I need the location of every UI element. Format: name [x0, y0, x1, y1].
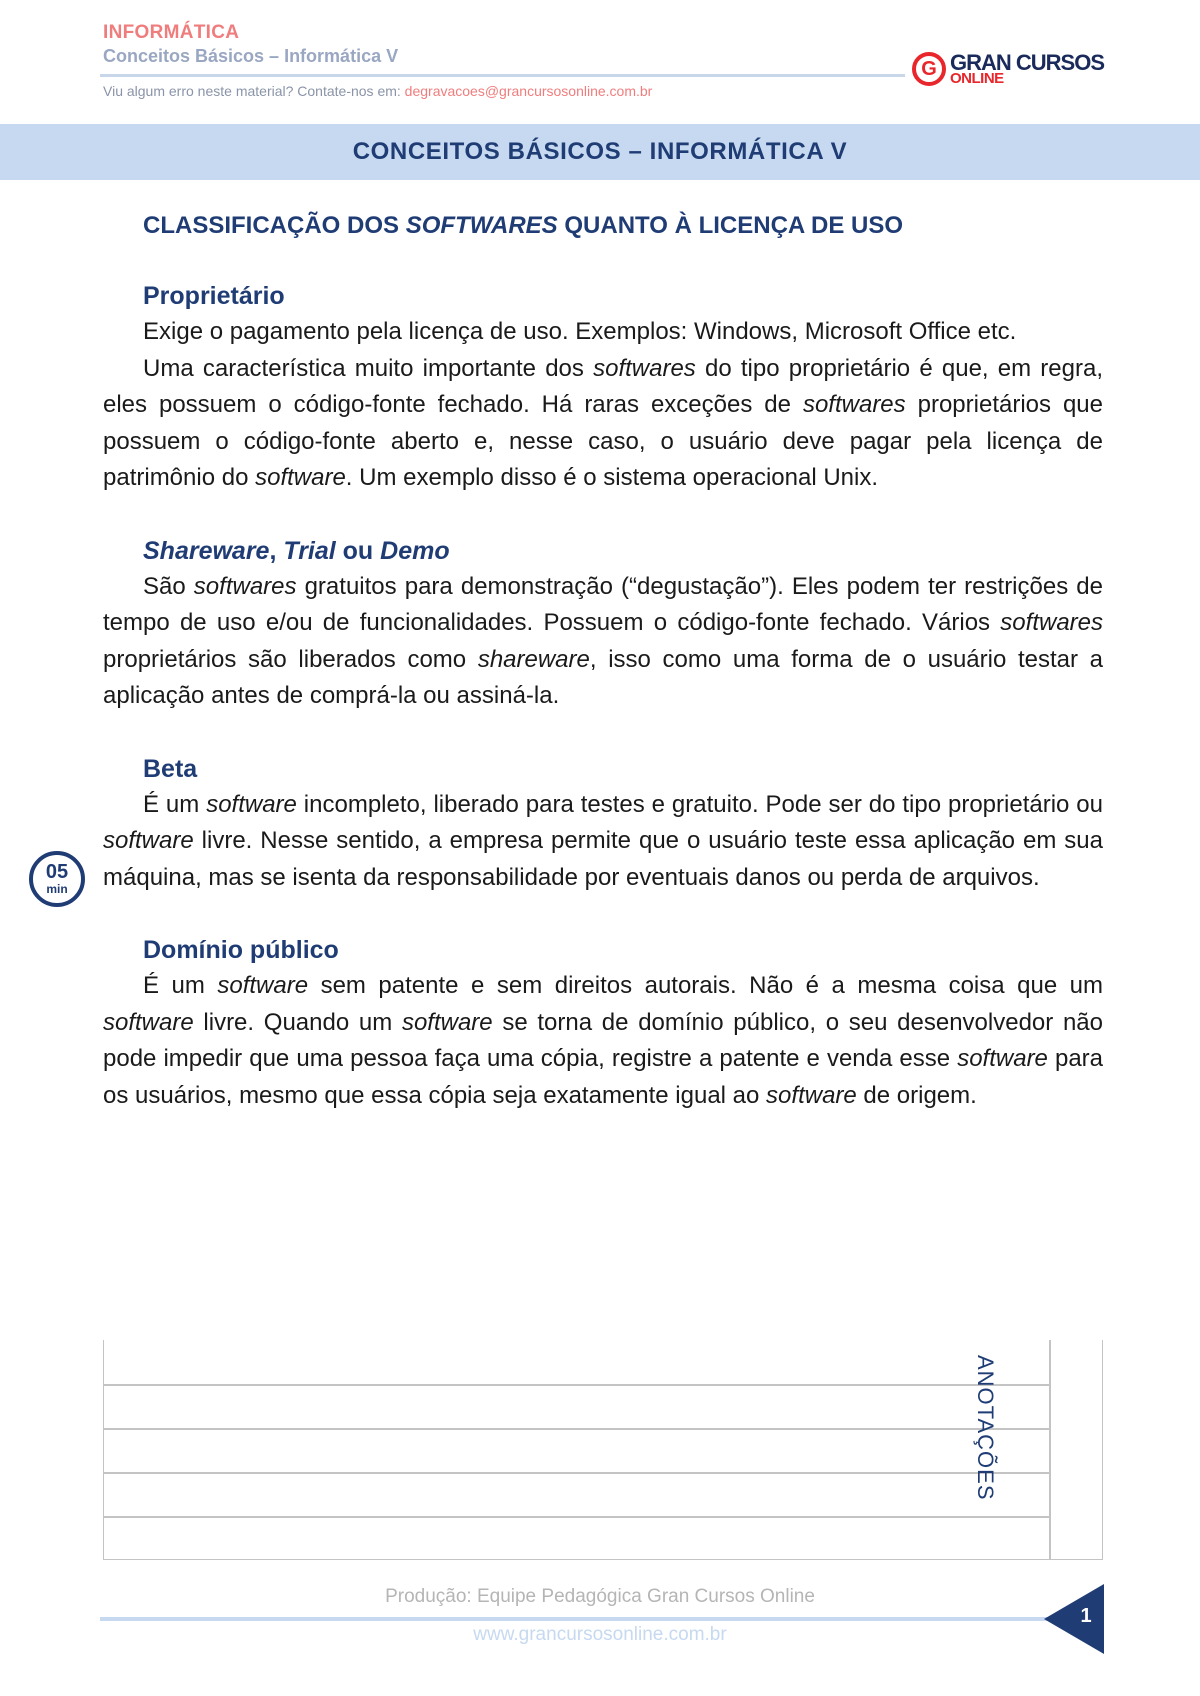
footer-url-link[interactable]: www.grancursosonline.com.br — [473, 1624, 727, 1645]
contact-text: Viu algum erro neste material? Contate-nos em: — [103, 83, 405, 99]
heading-dominio-publico: Domínio público — [143, 936, 339, 964]
notes-label: ANOTAÇÕES — [973, 1355, 998, 1501]
notes-separator — [1049, 1340, 1051, 1560]
heading-shareware: Shareware, Trial ou Demo — [143, 536, 450, 565]
paragraph-beta: É um software incompleto, liberado para testes e gratuito. Pode ser do tipo proprietário ou software livre. Nesse sentido, a empresa permite que o usuário teste essa aplicação em sua máquina, mas se isenta da responsabilidade por eventuais danos ou perda de arquivos. — [103, 790, 1103, 891]
logo-text-bottom: ONLINE — [950, 70, 1004, 87]
notes-line — [104, 1428, 1049, 1430]
footer-divider — [100, 1617, 1060, 1621]
notes-line — [104, 1472, 1049, 1474]
badge-unit: min — [46, 882, 68, 896]
notes-box — [103, 1340, 1103, 1560]
title-band — [0, 124, 1200, 180]
logo-text-top: GRAN CURSOS — [950, 50, 1105, 75]
footer-production: Produção: Equipe Pedagógica Gran Cursos Online — [385, 1586, 815, 1607]
header-divider — [100, 74, 905, 77]
main-content — [103, 194, 1103, 1114]
time-badge-icon — [29, 851, 85, 907]
gran-cursos-logo — [912, 50, 1108, 92]
paragraph-proprietario-1: Exige o pagamento pela licença de uso. Exemplos: Windows, Microsoft Office etc. — [143, 318, 1017, 345]
notes-line — [104, 1516, 1049, 1518]
header-subject: INFORMÁTICA — [103, 22, 240, 43]
heading-proprietario: Proprietário — [143, 282, 285, 310]
notes-line — [104, 1384, 1049, 1386]
page-title: CONCEITOS BÁSICOS – INFORMÁTICA V — [352, 138, 848, 165]
paragraph-dominio-publico: É um software sem patente e sem direitos autorais. Não é a mesma coisa que um software livre. Quando um software se torna de domínio público, o seu desenvolvedor não pode impedir que uma pessoa faça uma cópia, registre a patente e venda esse software para os usuários, mesmo que essa cópia seja exatamente igual ao software de origem. — [103, 972, 1104, 1109]
header-contact — [103, 83, 652, 99]
page-number: 1 — [1080, 1605, 1092, 1627]
paragraph-proprietario-2: Uma característica muito importante dos softwares do tipo proprietário é que, em regra, eles possuem o código-fonte fechado. Há raras exceções de softwares proprietários que possuem o código-fonte aberto e, nesse caso, o usuário deve pagar pela licença de patrimônio do software. Um exemplo disso é o sistema operacional Unix. — [103, 354, 1103, 491]
contact-email-link[interactable]: degravacoes@grancursosonline.com.br — [404, 83, 653, 99]
logo-g-icon: G — [912, 52, 946, 86]
badge-minutes: 05 — [45, 861, 69, 883]
header-course: Conceitos Básicos – Informática V — [103, 46, 399, 66]
heading-beta: Beta — [143, 754, 198, 783]
section-title: CLASSIFICAÇÃO DOS SOFTWARES QUANTO À LICENÇA DE USO — [143, 212, 904, 239]
paragraph-shareware: São softwares gratuitos para demonstração (“degustação”). Eles podem ter restrições de tempo de uso e/ou de funcionalidades. Possuem o código-fonte fechado. Vários softwares proprietários são liberados como shareware, isso como uma forma de o usuário testar a aplicação antes de comprá-la ou assiná-la. — [103, 572, 1103, 709]
